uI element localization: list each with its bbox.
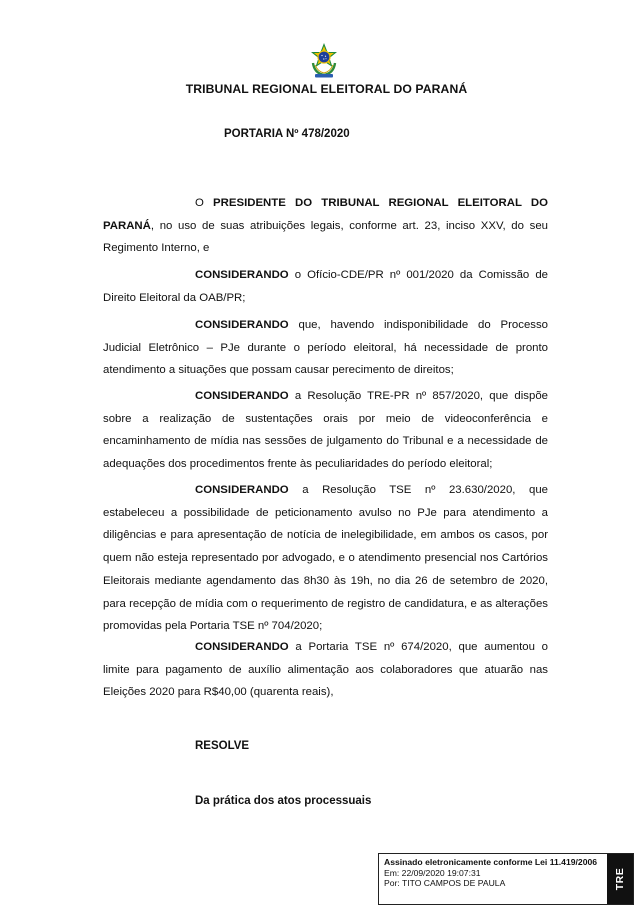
considerando-text: a Resolução TRE-PR nº 857/2020, que dispõe sobre a realização de sustentações orais por meio de videoconferência e encaminhamento de mídia nas sessões de julgamento do Tribunal e a necessidade de adequações dos procedimentos frente às peculiaridades do período eleitoral; — [103, 390, 548, 471]
preamble-paragraph — [103, 192, 548, 260]
preamble-rest: , no uso de suas atribuições legais, conforme art. 23, inciso XXV, do seu Regimento Interno, e — [103, 219, 548, 255]
signature-stamp-tag: TRE — [614, 867, 626, 891]
considerando-paragraph-4 — [103, 479, 548, 638]
signature-stamp-title: Assinado eletronicamente conforme Lei 11.419/2006 — [384, 857, 598, 867]
signature-stamp — [378, 853, 634, 905]
preamble-lead: O — [195, 197, 214, 209]
considerando-keyword: CONSIDERANDO — [195, 390, 289, 402]
signature-stamp-date: Em: 22/09/2020 19:07:31 — [384, 867, 481, 878]
document-title: PORTARIA Nº 478/2020 — [224, 128, 350, 140]
considerando-paragraph-1 — [103, 264, 548, 309]
considerando-text: o Ofício-CDE/PR nº 001/2020 da Comissão de Direito Eleitoral da OAB/PR; — [103, 269, 548, 304]
considerando-text: a Portaria TSE nº 674/2020, que aumentou o limite para pagamento de auxílio alimentação aos colaboradores que atuarão nas Eleições 2020 para R$40,00 (quarenta reais), — [103, 641, 548, 699]
section-heading: Da prática dos atos processuais — [195, 795, 372, 807]
considerando-paragraph-5 — [103, 636, 548, 704]
signature-stamp-signer: Por: TITO CAMPOS DE PAULA — [384, 878, 506, 889]
considerando-keyword: CONSIDERANDO — [195, 269, 289, 281]
resolve-heading: RESOLVE — [195, 740, 250, 752]
organization-name: TRIBUNAL REGIONAL ELEITORAL DO PARANÁ — [185, 82, 468, 96]
preamble-subject: PRESIDENTE DO TRIBUNAL REGIONAL ELEITORAL DO PARANÁ — [103, 197, 548, 232]
considerando-text: que, havendo indisponibilidade do Processo Judicial Eletrônico – PJe durante o período eleitoral, há necessidade de pronto atendimento a situações que possam causar perecimento de direitos; — [103, 319, 548, 377]
considerando-keyword: CONSIDERANDO — [195, 484, 289, 496]
considerando-paragraph-3 — [103, 385, 548, 476]
signature-stamp-tag-bar — [607, 854, 633, 904]
considerando-paragraph-2 — [103, 314, 548, 382]
signature-stamp-text — [384, 857, 609, 889]
considerando-keyword: CONSIDERANDO — [195, 319, 289, 331]
considerando-text: a Resolução TSE nº 23.630/2020, que estabeleceu a possibilidade de peticionamento avulso no PJe para atendimento a diligências e para apresentação de notícia de inelegibilidade, em ambos os casos, por quem não esteja representado por advogado, e o atendimento presencial nos Cartórios Eleitorais mediante agendamento das 8h30 às 19h, no dia 26 de setembro de 2020, para recepção de mídia com o requerimento de registro de candidatura, e as alterações promovidas pela Portaria TSE nº 704/2020; — [103, 484, 548, 633]
brazil-coat-of-arms-icon — [308, 43, 340, 79]
considerando-keyword: CONSIDERANDO — [195, 641, 289, 653]
